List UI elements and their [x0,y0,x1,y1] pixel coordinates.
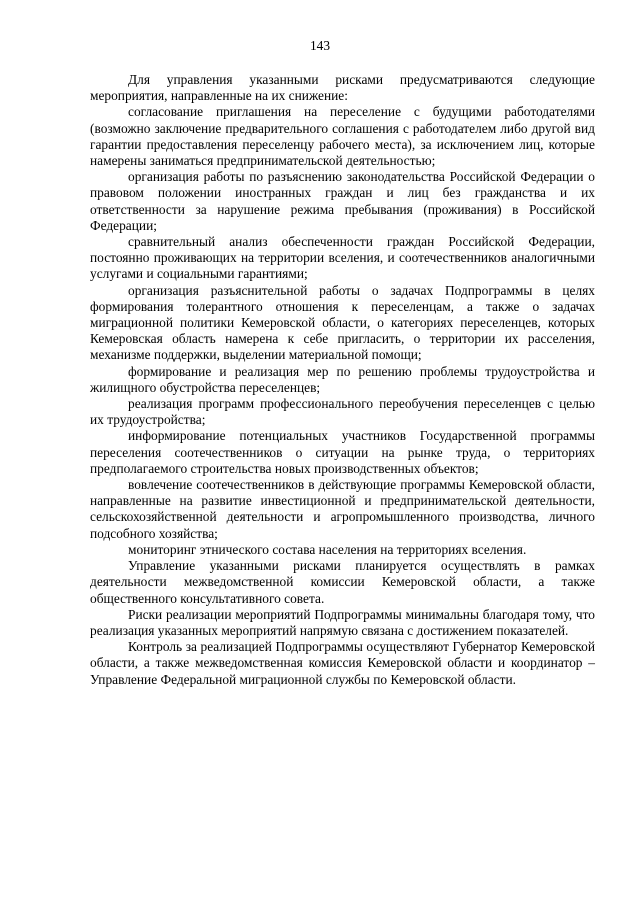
paragraph: организация работы по разъяснению законодательства Российской Федерации о правовом положении иностранных граждан и лиц без гражданства и их ответственности за нарушение режима пребывания (проживания) в Российской Федерации; [90,169,595,233]
paragraph: мониторинг этнического состава населения на территориях вселения. [128,541,527,557]
paragraph: информирование потенциальных участников Государственной программы переселения соотечественников о ситуации на рынке труда, о территориях предполагаемого строительства новых производственных объектов; [90,428,595,476]
paragraph: Для управления указанными рисками предусматриваются следующие мероприятия, направленные на их снижение: [90,72,595,104]
paragraph: согласование приглашения на переселение с будущими работодателями (возможно заключение предварительного соглашения с работодателем либо другой вид гарантии предоставления переселенцу рабочего места), за исключением лиц, которые намерены заниматься предпринимательской деятельностью; [90,104,595,169]
paragraph: реализация программ профессионального переобучения переселенцев с целью их трудоустройства; [90,396,595,428]
paragraph: Контроль за реализацией Подпрограммы осуществляют Губернатор Кемеровской области, а также межведомственная комиссия Кемеровской области и координатор – Управление Федеральной миграционной службы по Кемеровской области. [90,639,595,687]
paragraph: вовлечение соотечественников в действующие программы Кемеровской области, направленные на развитие инвестиционной и предпринимательской деятельности, сельскохозяйственной деятельности и агропромышленного производства, личного подсобного хозяйства; [90,477,595,541]
body-text [90,72,595,688]
paragraph: Риски реализации мероприятий Подпрограммы минимальны благодаря тому, что реализация указанных мероприятий напрямую связана с достижением показателей. [90,606,595,638]
paragraph: формирование и реализация мер по решению проблемы трудоустройства и жилищного обустройства переселенцев; [90,363,595,395]
paragraph: Управление указанными рисками планируется осуществлять в рамках деятельности межведомственной комиссии Кемеровской области, а также общественного консультативного совета. [90,558,595,606]
paragraph: организация разъяснительной работы о задачах Подпрограммы в целях формирования толерантного отношения к переселенцам, а также о задачах миграционной политики Кемеровской области, о категориях переселенцев, которых Кемеровская область намерена к себе пригласить, о территории их расселения, механизме поддержки, выделении материальной помощи; [90,282,595,363]
paragraph: сравнительный анализ обеспеченности граждан Российской Федерации, постоянно проживающих на территории вселения, и соотечественников аналогичными услугами и социальными гарантиями; [90,234,595,282]
page-number: 143 [309,38,331,53]
